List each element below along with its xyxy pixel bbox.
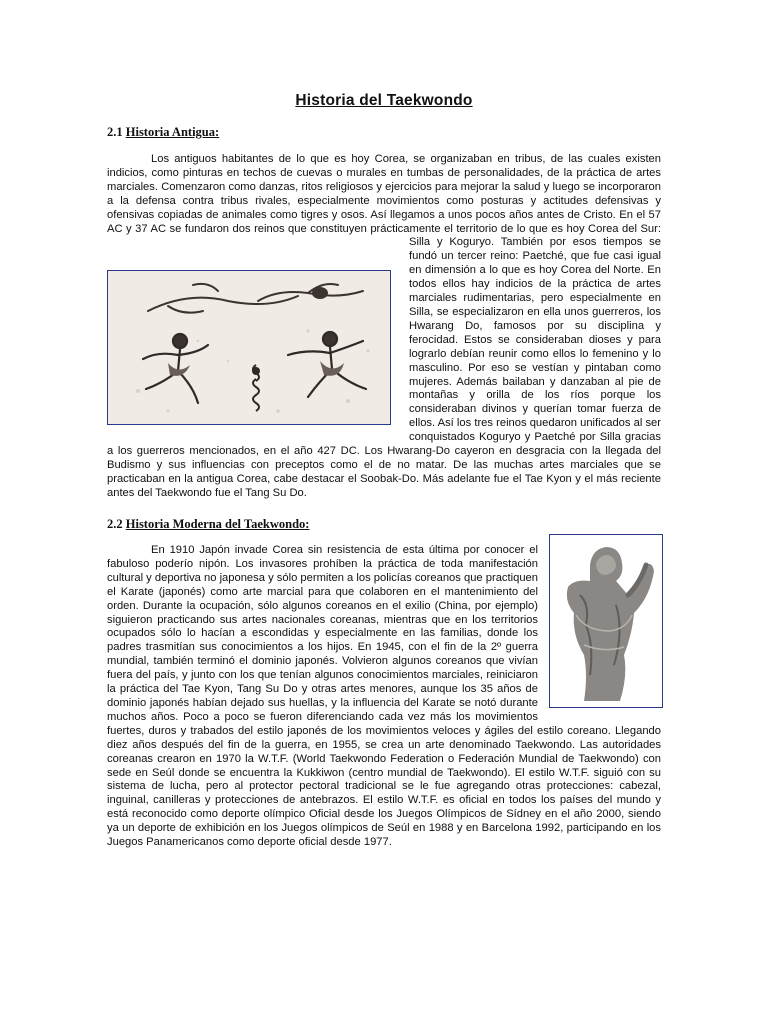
section-heading-modern: [107, 517, 309, 532]
document-title: Historia del Taekwondo: [295, 92, 473, 109]
ancient-mural-image: [107, 270, 391, 425]
section-heading-text: Historia Antigua:: [125, 125, 220, 139]
section-heading-text: Historia Moderna del Taekwondo:: [125, 517, 310, 531]
paragraph-text: Los antiguos habitantes de lo que es hoy Corea, se organizaban en tribus, de las cuales existen indicios, como pinturas en techos de cuevas o murales en tumbas de personalidades, de la práctica de artes marciales. Comenzaron como danzas, ritos religiosos y ejercicios para mejorar la salud y luego se incorporaron a la defensa contra tribus rivales, especialmente movimientos como posturas y actitudes defensivas y ofensivas copiadas de animales como tigres y osos. Así llegamos a unos pocos años antes de Cristo. En el 57 AC y 37 AC se fundaron dos reinos que constituyen prácticamente el territorio de lo que es hoy Corea del Sur: Silla y Koguryo. También por esos tiempos se fundó un tercer reino: Paetché, que fue casi igual en dimensión a lo que es hoy Corea del Norte. En todos ellos hay indicios de la práctica de artes marciales rudimentarias, pero especialmente en Silla, se especializaron en ella unos guerreros, los Hwarang Do, famosos por su disciplina y ferocidad. Estos se consideraban dioses y para lograrlo debían reunir como ellos lo femenino y lo masculino. Por eso se vestían y pintaban como mujeres. Además bailaban y danzaban al pie de montañas y orilla de los ríos porque los consideraban divinos y querían tomar fuerza de ellos. Así los tres reinos quedaron unificados al ser conquistados Koguryo y Paetché por Silla gracias a los guerreros mencionados, en el año 427 DC. Los Hwarang-Do cayeron en desgracia con la llegada del Budismo y sus influencias con preceptos como el de no matar. De las muchas artes marciales que se practicaban en la antigua Corea, cabe destacar el Soobak-Do. Más adelante fue el Tae Kyon y el más reciente antes del Taekwondo fue el Tang Su Do.: [107, 153, 661, 499]
warrior-statue-icon: [550, 535, 662, 707]
section-heading-ancient: [107, 125, 219, 140]
section-number: 2.2: [107, 517, 123, 531]
warrior-statue-image: [549, 534, 663, 708]
paragraph-text: En 1910 Japón invade Corea sin resistencia de esta última por conocer el fabuloso poderío nipón. Los invasores prohíben la práctica de toda manifestación cultural y deportiva no japonesa y sólo permiten a los policías coreanos que practiquen el Karate (japonés) como arte marcial para que colaboren en el mantenimiento del orden. Durante la ocupación, sólo algunos coreanos en el exilio (China, por ejemplo) siguieron practicando sus artes nacionales coreanas, mientras que en los territorios ocupados sólo lo hacían a escondidas y especialmente en las familias, donde los padres trasmitían sus conocimientos a los hijos. En 1945, con el fin de la 2º guerra mundial, también terminó el dominio japonés. Volvieron algunos coreanos que vivían fuera del país, y junto con los que tenían algunos conocimientos marciales, reiniciaron la práctica del Tae Kyon, Tang Su Do y otras artes menores, aunque los 35 años de dominio japonés habían dejado sus huellas, y la influencia del Karate se notó durante muchos años. Poco a poco se fueron diferenciando cada vez más los movimientos fuertes, duros y trabados del estilo japonés de los movimientos veloces y ágiles del estilo coreano. Llegando diez años después del fin de la guerra, en 1955, se crea un arte denominado Taekwondo. Las autoridades coreanas crearon en 1970 la W.T.F. (World Taekwondo Federation o Federación Mundial de Taekwondo) con sede en Seúl donde se encuentra la Kukkiwon (centro mundial de Taekwondo). El estilo W.T.F. siguió con su sistema de lucha, pero al protector pectoral tradicional se le fue agregando otras protecciones: cabezal, inguinal, canilleras y protecciones de antebrazos. El estilo W.T.F. es oficial en todos los países del mundo y está reconocido como deporte olímpico Oficial desde los Juegos Olímpicos de Sídney en el año 2000, siendo ya un deporte de exhibición en los Juegos olímpicos de Seúl en 1988 y en Barcelona 1992, participando en los Juegos Panamericanos como deporte oficial desde 1977.: [107, 544, 661, 849]
section-number: 2.1: [107, 125, 123, 139]
ancient-mural-fighters-icon: [108, 271, 390, 424]
